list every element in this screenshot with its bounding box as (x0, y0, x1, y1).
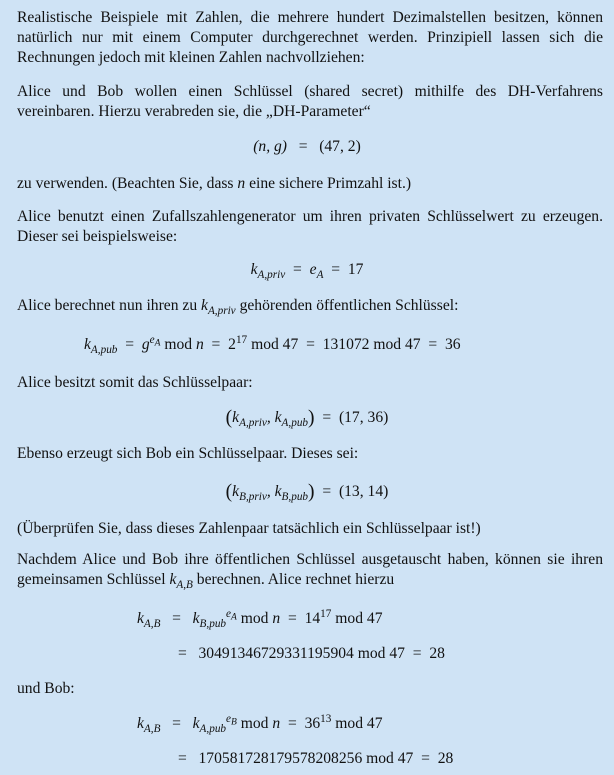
full-expression: 170581728179578208256 mod 47 (198, 750, 414, 767)
equation-alice-public: $k_{A,pub} = g^{e_A}$ mod $n = 2^{17}$ mod 47 = 131072 mod 47 = 36 (84, 333, 461, 356)
intro-paragraph: Realistische Beispiele mit Zahlen, die mehrere hundert Dezimalstellen besitzen, können natürlich nur mit einem Computer durchgerechnet werden. Prinzipiell lassen sich die Rechnungen jedoch mit kleinen Zahlen nachvollziehen: (17, 9, 603, 66)
text-segment: eine sichere Primzahl ist.) (245, 175, 412, 192)
text-segment: gehörenden öffentlichen Schlüssel: (235, 297, 459, 314)
modulus-term: mod 47 (335, 610, 383, 627)
bob-shared-result: 28 (437, 750, 454, 767)
equation-rhs: (47, 2) (319, 138, 361, 155)
full-expression: 30491346729331195904 mod 47 (198, 645, 405, 662)
equation-bob-shared-line1: $k_{A,B} = k_{A,pub}^{e_B}$ mod $n = 36^{13}$ mod 47 (137, 712, 383, 735)
alice-shared-result: 28 (429, 645, 445, 662)
modulus-term: mod 47 (251, 336, 299, 353)
verify-note: (Überprüfen Sie, dass dieses Zahlenpaar tatsächlich ein Schlüsselpaar ist!) (17, 520, 481, 537)
text-segment: berechnen. Alice rechnet hierzu (192, 571, 395, 588)
exponent: 13 (320, 712, 332, 725)
equation-dh-parameters: (n, g) = (47, 2) (253, 138, 361, 155)
text-segment: zu verwenden. (Beachten Sie, dass (17, 175, 238, 192)
base: 2 (228, 336, 236, 353)
text-segment: Alice berechnet nun ihren zu (17, 297, 202, 314)
text-segment: Nachdem Alice und Bob ihre öffentlichen Schlüssel ausgetauscht haben, können sie ihren gemeinsamen Schlüssel (17, 551, 603, 588)
alice-keypair-paragraph: Alice besitzt somit das Schlüsselpaar: (17, 374, 253, 391)
bob-keypair-value: (13, 14) (338, 483, 389, 500)
variable-n: n (237, 175, 246, 192)
full-expression: 131072 mod 47 (322, 336, 421, 353)
base: 36 (304, 715, 321, 732)
modulus-term: mod 47 (335, 715, 383, 732)
bob-intro: und Bob: (17, 680, 75, 697)
exponent: 17 (235, 333, 248, 346)
exponent: 17 (320, 607, 332, 620)
alice-random-paragraph: Alice benutzt einen Zufallszahlengenerator um ihren privaten Schlüsselwert zu erzeugen. Dieser sei beispielsweise: (17, 208, 603, 245)
equation-alice-shared-line2: = 30491346729331195904 mod 47 = 28 (178, 645, 445, 662)
alice-public-result: 36 (444, 336, 461, 353)
bob-keypair-paragraph: Ebenso erzeugt sich Bob ein Schlüsselpaar. Dieses sei: (17, 445, 359, 462)
equation-bob-shared-line2: = 170581728179578208256 mod 47 = 28 (178, 750, 454, 767)
equation-alice-private: $k_{A,priv} = e_A = 17$ (250, 261, 364, 281)
alice-keypair-value: (17, 36) (338, 409, 389, 426)
alice-public-paragraph: Alice berechnet nun ihren zu $k_{A,priv}$ gehörenden öffentlichen Schlüssel: (17, 297, 459, 317)
safe-prime-note (17, 174, 603, 194)
equation-lhs: (n, g) (253, 138, 287, 155)
equation-alice-shared-line1: $k_{A,B} = k_{B,pub}^{e_A}$ mod $n = 14^{17}$ mod 47 (137, 607, 383, 630)
equation-alice-keypair: ($k_{A,priv}$, $k_{A,pub}) = (17$, 36) (225, 407, 389, 429)
shared-key-paragraph: Nachdem Alice und Bob ihre öffentlichen Schlüssel ausgetauscht haben, können sie ihren gemeinsamen Schlüssel $k_{A,B}$ berechnen. Alice rechnet hierzu (17, 551, 603, 591)
equation-bob-keypair: ($k_{B,priv}$, $k_{B,pub}) = (13$, 14) (225, 481, 389, 503)
dh-parameter-paragraph: Alice und Bob wollen einen Schlüssel (shared secret) mithilfe des DH-Verfahrens vereinbaren. Hierzu verabreden sie, die „DH-Parameter“ (17, 83, 603, 120)
base: 14 (304, 610, 321, 627)
alice-private-value: 17 (347, 261, 364, 278)
